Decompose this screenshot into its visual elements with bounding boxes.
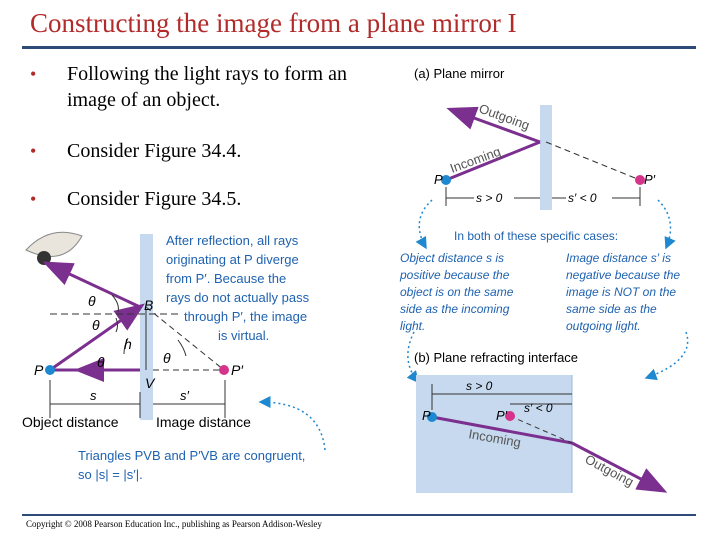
callout-arrow (260, 402, 325, 450)
triangles-caption-2: so |s| = |s′|. (78, 467, 143, 482)
object-note-line: Object distance s is (400, 251, 505, 265)
figure-mirror-image-construction (20, 222, 360, 494)
label-B: B (144, 297, 154, 313)
refract-title: (b) Plane refracting interface (414, 350, 579, 365)
label-theta-3: θ (97, 354, 105, 370)
caption-line: from P′. Because the (166, 271, 287, 286)
plane-mirror-title: (a) Plane mirror (414, 66, 505, 81)
outgoing-label-a: Outgoing (476, 100, 532, 133)
footer-divider (22, 514, 696, 516)
image-note-line: Image distance s′ is (566, 251, 671, 265)
label-P: P (34, 362, 44, 378)
title-divider (22, 46, 696, 49)
incoming-label-a: Incoming (447, 143, 503, 176)
figure-sign-conventions (396, 60, 706, 500)
callout-arrow-left-a (419, 200, 432, 248)
object-note-line: side as the incoming (400, 302, 510, 316)
s-prime-lt-label-a: s′ < 0 (568, 191, 597, 205)
label-P-b: P (422, 408, 431, 423)
mirror-surface-a (540, 105, 552, 210)
callout-arrow-right-b (646, 332, 688, 378)
label-P-a: P (434, 172, 443, 187)
caption-line: rays do not actually pass (166, 290, 310, 305)
s-prime-lt-label-b: s′ < 0 (524, 401, 553, 415)
label-P-prime-a: P′ (644, 172, 656, 187)
incoming-label-b: Incoming (467, 426, 523, 451)
bullet-text: Consider Figure 34.5. (67, 188, 242, 210)
image-point (219, 365, 229, 375)
object-distance-note (399, 251, 514, 333)
caption-line: through P′, the image (184, 309, 308, 324)
bullet-dot: • (30, 64, 37, 84)
image-distance-note (566, 251, 680, 333)
image-note-line: image is NOT on the (566, 285, 677, 299)
bullet-dot: • (30, 141, 37, 161)
image-note-line: negative because the (566, 268, 681, 282)
object-note-line: positive because the (400, 268, 510, 282)
object-point (45, 365, 55, 375)
s-gt-label-b: s > 0 (466, 379, 493, 393)
reflection-caption (166, 233, 310, 343)
bullet-text: Following the light rays to form an image of an object. (67, 63, 347, 111)
label-V: V (145, 375, 155, 391)
both-cases-label: In both of these specific cases: (454, 229, 619, 243)
object-distance-label: Object distance (22, 414, 119, 430)
virtual-ray-a (546, 142, 640, 180)
label-P-prime-b: P′ (496, 408, 508, 423)
caption-line: is virtual. (218, 328, 270, 343)
outgoing-label-b: Outgoing (582, 451, 637, 490)
label-theta-1: θ (88, 293, 96, 309)
bullet-dot: • (30, 189, 37, 209)
label-theta-2: θ (92, 317, 100, 333)
caption-line: originating at P diverge (166, 252, 299, 267)
image-note-line: outgoing light. (566, 319, 641, 333)
eye-icon (26, 232, 82, 265)
triangles-caption-1: Triangles PVB and P′VB are congruent, (78, 448, 306, 463)
label-s: s (90, 388, 97, 403)
object-note-line: object is on the same (400, 285, 514, 299)
image-note-line: same side as the (566, 302, 657, 316)
label-h: h (124, 336, 132, 352)
image-distance-label: Image distance (156, 414, 251, 430)
s-gt-label-a: s > 0 (476, 191, 503, 205)
object-note-line: light. (400, 319, 426, 333)
label-s-prime: s′ (180, 388, 189, 403)
copyright-text: Copyright © 2008 Pearson Education Inc., publishing as Pearson Addison-Wesley (26, 519, 322, 529)
label-P-prime: P′ (231, 362, 243, 378)
label-theta-4: θ (163, 350, 171, 366)
bullet-text: Consider Figure 34.4. (67, 140, 242, 162)
angle-arc-virtual (178, 340, 186, 356)
callout-arrow-right-a (658, 200, 671, 248)
slide-title: Constructing the image from a plane mirror I (30, 8, 517, 38)
caption-line: After reflection, all rays (166, 233, 299, 248)
